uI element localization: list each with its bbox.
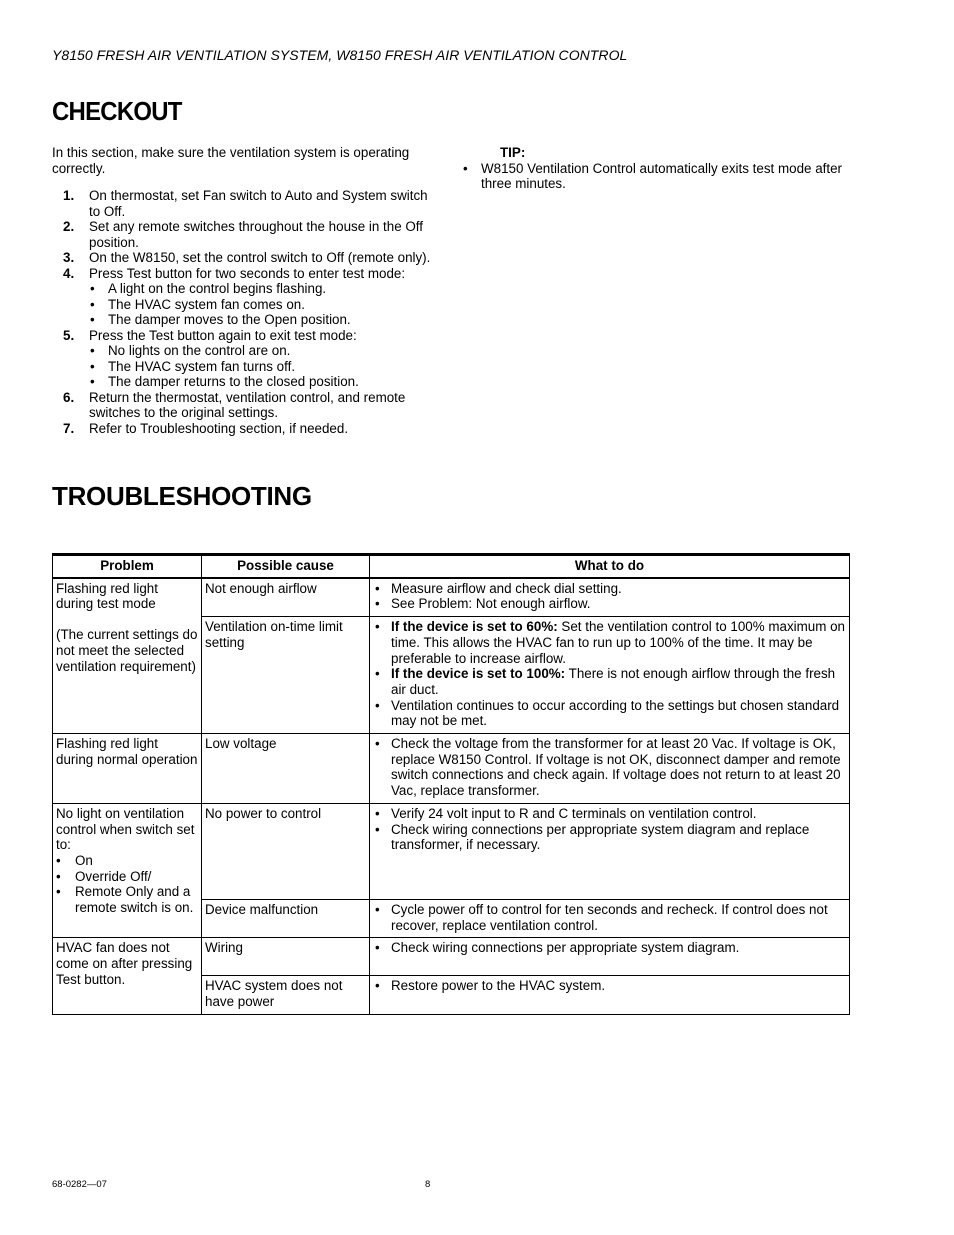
todo-text: Verify 24 volt input to R and C terminals on ventilation control. [391,805,757,821]
problem-text: Flashing red light during test mode [56,580,158,612]
table-header-row [53,555,850,578]
section-title-checkout: CHECKOUT [52,96,182,126]
todo-text: Check wiring connections per appropriate system diagram. [391,940,740,956]
todo-item [373,806,846,822]
sub-item-text: The HVAC system fan turns off. [108,358,296,374]
sub-item-text: The damper moves to the Open position. [108,312,351,327]
step-item [52,250,432,266]
todo-list [373,978,846,994]
step-item [52,421,432,437]
sub-item-text: The damper returns to the closed position. [108,374,359,389]
bullet: • [375,666,380,682]
todo-item [373,822,846,853]
bullet: • [90,281,95,296]
problem-text: No light on ventilation control when switch set to: [56,805,195,853]
todo-cell [370,976,850,1014]
bullet: • [375,940,380,956]
step-number: 7. [63,420,75,436]
bullet: • [375,619,380,635]
bullet: • [375,596,380,612]
step-number: 4. [63,265,75,281]
todo-item [373,698,846,729]
todo-text: Set the ventilation control to 100% maximum on time. This allows the HVAC fan to run up to 100% of the time. It may be preferable to increase airflow. [391,619,846,666]
bullet: • [90,296,95,312]
todo-item [373,978,846,994]
troubleshooting-table [52,553,850,1015]
checkout-tip [462,145,842,192]
tip-label: TIP: [500,145,526,160]
step-text: Refer to Troubleshooting section, if needed. [89,420,349,436]
sub-item-text: The HVAC system fan comes on. [108,296,305,312]
table-row [53,803,850,899]
tip-text: W8150 Ventilation Control automatically exits test mode after three minutes. [481,160,842,191]
sub-item [89,374,432,390]
column-header-cause: Possible cause [202,555,370,578]
todo-text: Restore power to the HVAC system. [391,978,606,994]
problem-note: (The current settings do not meet the selected ventilation requirement) [56,627,198,674]
todo-cell [370,938,850,976]
cause-cell: Ventilation on-time limit setting [202,617,370,734]
todo-text: See Problem: Not enough airflow. [391,596,591,612]
sub-item [89,312,432,328]
problem-item-text: Override Off/ [75,868,152,884]
bullet: • [463,160,468,176]
todo-item [373,581,846,597]
step-item [52,188,432,219]
problem-cell [53,803,202,937]
todo-cell [370,899,850,937]
sub-item [89,297,432,313]
problem-cell: Flashing red light during normal operation [53,734,202,804]
table-row [53,938,850,976]
todo-text: Check the voltage from the transformer for at least 20 Vac. If voltage is OK, replace W8150 Control. If voltage is not OK, disconnect damper and remote switch connections and check again. If voltage does not return to at least 20 Vac, replace transformer. [391,736,841,799]
cause-cell: Wiring [202,938,370,976]
step-number: 1. [63,188,75,203]
todo-item [373,666,846,697]
todo-item [373,902,846,933]
step-text: On the W8150, set the control switch to Off (remote only). [89,250,431,265]
bullet: • [375,697,380,713]
checkout-left-column [52,145,432,436]
problem-cell: HVAC fan does not come on after pressing Test button. [53,938,202,1014]
bullet: • [90,343,95,358]
todo-list [373,619,846,729]
bullet: • [375,821,380,837]
step-text: Return the thermostat, ventilation control, and remote switches to the original settings. [89,389,406,420]
step-text: On thermostat, set Fan switch to Auto and System switch to Off. [89,188,428,219]
step-number: 6. [63,389,75,405]
step-text: Press Test button for two seconds to enter test mode: [89,265,406,281]
sub-item [89,281,432,297]
column-header-todo: What to do [370,555,850,578]
cause-cell: HVAC system does not have power [202,976,370,1014]
cause-cell: No power to control [202,803,370,899]
step-number: 5. [63,327,75,343]
todo-text: Ventilation continues to occur according to the settings but chosen standard may not be met. [391,697,840,729]
step-number: 3. [63,250,75,265]
todo-item [373,940,846,956]
sub-item [89,359,432,375]
todo-list [373,806,846,853]
problem-item-text: On [75,852,93,868]
bullet: • [375,805,380,821]
todo-text: Measure airflow and check dial setting. [391,580,622,596]
bullet: • [56,852,61,868]
todo-item [373,736,846,799]
problem-cell [53,578,202,734]
todo-item [373,596,846,612]
todo-item [373,619,846,666]
page-number: 8 [425,1179,431,1190]
todo-list [373,940,846,956]
column-header-problem: Problem [53,555,202,578]
step-sublist [89,343,432,390]
step-text: Press the Test button again to exit test mode: [89,327,357,343]
todo-cell [370,578,850,617]
problem-item [56,884,198,915]
tip-item [462,161,842,192]
checkout-steps [52,188,432,436]
document-number: 68-0282—07 [52,1179,107,1190]
todo-list [373,736,846,799]
table-row [53,578,850,617]
problem-item [56,853,198,869]
problem-list [56,853,198,916]
step-number: 2. [63,219,75,234]
todo-text: There is not enough airflow through the fresh air duct. [391,666,836,697]
cause-cell: Low voltage [202,734,370,804]
step-item [52,219,432,250]
sub-item-text: A light on the control begins flashing. [108,281,327,296]
running-header: Y8150 FRESH AIR VENTILATION SYSTEM, W8150 FRESH AIR VENTILATION CONTROL [52,47,628,63]
todo-list [373,581,846,612]
todo-text: Check wiring connections per appropriate system diagram and replace transformer, if necessary. [391,821,810,853]
bullet: • [90,312,95,327]
step-item [52,390,432,421]
problem-item-text: Remote Only and a remote switch is on. [75,884,194,916]
step-item [52,328,432,390]
problem-item [56,869,198,885]
todo-emphasis: If the device is set to 60%: [391,619,558,635]
step-item [52,266,432,328]
section-title-troubleshooting: TROUBLESHOOTING [52,481,312,511]
sub-item [89,343,432,359]
todo-cell [370,803,850,899]
todo-cell [370,617,850,734]
bullet: • [56,884,61,900]
step-text: Set any remote switches throughout the house in the Off position. [89,219,423,250]
todo-text: Cycle power off to control for ten seconds and recheck. If control does not recover, replace ventilation control. [391,901,828,933]
todo-cell [370,734,850,804]
todo-list [373,902,846,933]
bullet: • [375,901,380,917]
bullet: • [90,358,95,374]
cause-cell: Device malfunction [202,899,370,937]
bullet: • [375,736,380,752]
bullet: • [375,580,380,596]
bullet: • [375,978,380,994]
spacer [56,612,198,627]
sub-item-text: No lights on the control are on. [108,343,291,358]
bullet: • [56,868,61,884]
table-row [53,734,850,804]
checkout-intro: In this section, make sure the ventilation system is operating correctly. [52,145,410,176]
step-sublist [89,281,432,328]
todo-emphasis: If the device is set to 100%: [391,666,566,682]
cause-cell: Not enough airflow [202,578,370,617]
bullet: • [90,374,95,389]
